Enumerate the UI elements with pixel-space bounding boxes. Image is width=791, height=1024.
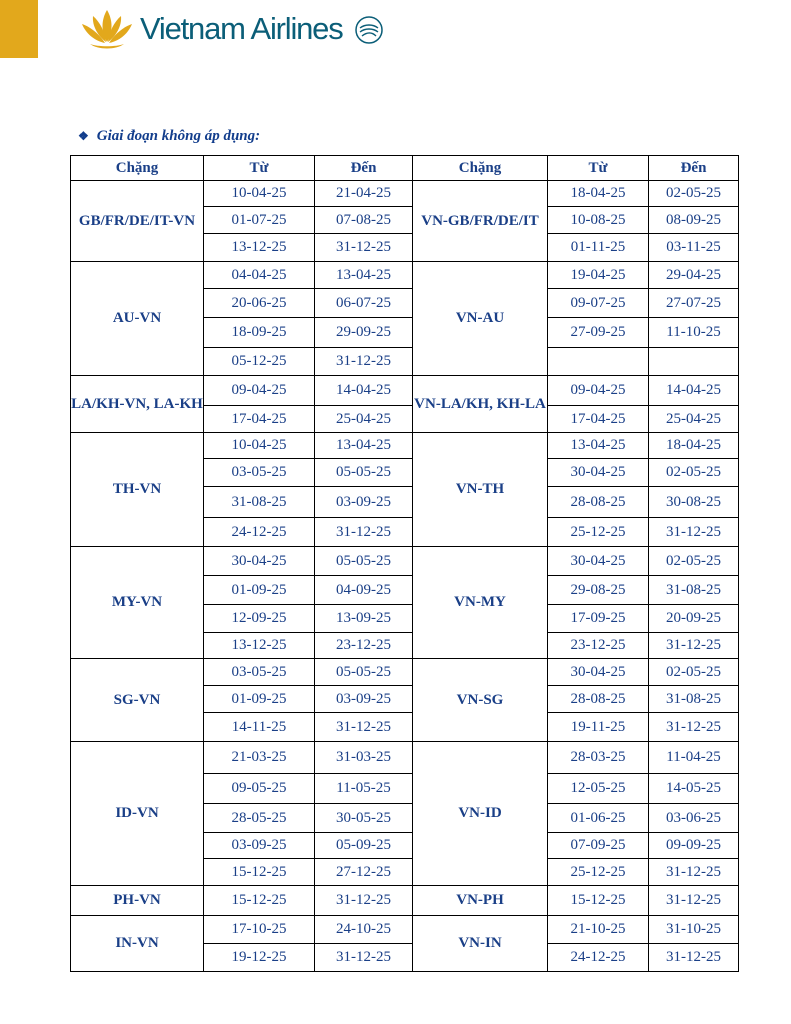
date-from-outbound: 24-12-25 (204, 518, 315, 547)
date-from-inbound: 24-12-25 (548, 944, 649, 972)
date-from-outbound: 13-12-25 (204, 234, 315, 262)
date-from-outbound: 01-07-25 (204, 207, 315, 234)
date-to-inbound: 25-04-25 (649, 406, 739, 433)
route-outbound: IN-VN (71, 916, 204, 972)
blackout-dates-table (70, 155, 739, 972)
date-to-outbound: 03-09-25 (315, 487, 413, 518)
date-to-inbound: 31-12-25 (649, 859, 739, 886)
header-from-inbound: Từ (548, 156, 649, 181)
date-from-inbound: 17-09-25 (548, 605, 649, 633)
date-to-inbound: 31-12-25 (649, 713, 739, 742)
diamond-bullet-icon: ❖ (78, 129, 89, 143)
date-to-outbound: 13-04-25 (315, 433, 413, 459)
header-accent-bar (0, 0, 38, 58)
date-from-outbound: 15-12-25 (204, 859, 315, 886)
table-row (71, 659, 739, 686)
date-from-inbound: 15-12-25 (548, 886, 649, 916)
date-to-inbound: 18-04-25 (649, 433, 739, 459)
date-to-inbound: 31-12-25 (649, 633, 739, 659)
header-route-inbound: Chặng (413, 156, 548, 181)
date-to-outbound: 31-03-25 (315, 742, 413, 774)
table-row (71, 916, 739, 944)
date-from-inbound: 19-04-25 (548, 262, 649, 289)
date-from-inbound: 21-10-25 (548, 916, 649, 944)
date-from-inbound: 28-03-25 (548, 742, 649, 774)
date-to-outbound: 13-04-25 (315, 262, 413, 289)
date-to-inbound: 31-12-25 (649, 944, 739, 972)
date-to-inbound: 31-12-25 (649, 518, 739, 547)
route-outbound: ID-VN (71, 742, 204, 886)
date-to-outbound: 14-04-25 (315, 376, 413, 406)
date-from-outbound: 20-06-25 (204, 289, 315, 318)
brand-name: Vietnam Airlines (140, 11, 343, 46)
route-outbound: TH-VN (71, 433, 204, 547)
date-to-outbound: 29-09-25 (315, 318, 413, 348)
date-to-outbound: 05-05-25 (315, 459, 413, 487)
route-inbound: VN-AU (413, 262, 548, 376)
date-from-inbound: 28-08-25 (548, 686, 649, 713)
header-to-inbound: Đến (649, 156, 739, 181)
date-to-inbound: 20-09-25 (649, 605, 739, 633)
date-to-outbound: 25-04-25 (315, 406, 413, 433)
route-inbound: VN-LA/KH, KH-LA (413, 376, 548, 433)
date-to-inbound: 31-08-25 (649, 686, 739, 713)
date-from-outbound: 17-10-25 (204, 916, 315, 944)
date-from-outbound: 09-04-25 (204, 376, 315, 406)
date-to-outbound: 05-05-25 (315, 547, 413, 576)
route-outbound: SG-VN (71, 659, 204, 742)
table-row (71, 886, 739, 916)
date-to-inbound: 09-09-25 (649, 833, 739, 859)
date-to-outbound: 07-08-25 (315, 207, 413, 234)
date-from-inbound: 01-06-25 (548, 804, 649, 833)
date-to-inbound: 14-05-25 (649, 774, 739, 804)
table-row (71, 742, 739, 774)
route-outbound: LA/KH-VN, LA-KH (71, 376, 204, 433)
date-to-inbound: 11-10-25 (649, 318, 739, 348)
route-inbound: VN-ID (413, 742, 548, 886)
date-to-outbound: 13-09-25 (315, 605, 413, 633)
route-inbound: VN-IN (413, 916, 548, 972)
route-outbound: MY-VN (71, 547, 204, 659)
date-to-outbound: 05-09-25 (315, 833, 413, 859)
date-to-inbound: 29-04-25 (649, 262, 739, 289)
date-from-outbound: 03-05-25 (204, 459, 315, 487)
date-to-outbound: 03-09-25 (315, 686, 413, 713)
date-to-outbound: 23-12-25 (315, 633, 413, 659)
date-from-inbound: 01-11-25 (548, 234, 649, 262)
date-from-outbound: 05-12-25 (204, 348, 315, 376)
date-to-outbound: 31-12-25 (315, 713, 413, 742)
date-to-outbound: 31-12-25 (315, 234, 413, 262)
date-to-inbound: 11-04-25 (649, 742, 739, 774)
date-from-outbound: 14-11-25 (204, 713, 315, 742)
route-inbound: VN-SG (413, 659, 548, 742)
vietnam-airlines-logo (76, 6, 389, 50)
date-from-outbound: 18-09-25 (204, 318, 315, 348)
route-inbound: VN-MY (413, 547, 548, 659)
date-to-inbound: 31-12-25 (649, 886, 739, 916)
header-from-outbound: Từ (204, 156, 315, 181)
date-to-outbound: 31-12-25 (315, 944, 413, 972)
table-row (71, 262, 739, 289)
date-to-inbound: 30-08-25 (649, 487, 739, 518)
date-to-inbound: 27-07-25 (649, 289, 739, 318)
table-body (71, 181, 739, 972)
date-from-inbound: 30-04-25 (548, 459, 649, 487)
date-from-outbound: 17-04-25 (204, 406, 315, 433)
date-to-inbound: 02-05-25 (649, 547, 739, 576)
date-from-inbound: 10-08-25 (548, 207, 649, 234)
date-to-inbound: 14-04-25 (649, 376, 739, 406)
date-to-inbound: 03-06-25 (649, 804, 739, 833)
date-from-inbound: 29-08-25 (548, 576, 649, 605)
date-from-outbound: 10-04-25 (204, 433, 315, 459)
table-row (71, 433, 739, 459)
date-from-outbound: 13-12-25 (204, 633, 315, 659)
date-from-outbound: 21-03-25 (204, 742, 315, 774)
route-inbound: VN-GB/FR/DE/IT (413, 181, 548, 262)
date-to-outbound: 21-04-25 (315, 181, 413, 207)
date-from-inbound: 19-11-25 (548, 713, 649, 742)
date-from-inbound: 25-12-25 (548, 859, 649, 886)
date-from-outbound: 03-09-25 (204, 833, 315, 859)
date-from-outbound: 10-04-25 (204, 181, 315, 207)
date-from-inbound: 07-09-25 (548, 833, 649, 859)
date-from-outbound: 31-08-25 (204, 487, 315, 518)
date-from-outbound: 09-05-25 (204, 774, 315, 804)
date-from-outbound: 04-04-25 (204, 262, 315, 289)
date-to-outbound: 11-05-25 (315, 774, 413, 804)
date-to-inbound: 03-11-25 (649, 234, 739, 262)
date-to-outbound: 31-12-25 (315, 886, 413, 916)
date-to-inbound: 02-05-25 (649, 181, 739, 207)
skyteam-icon (349, 8, 389, 48)
lotus-icon (76, 6, 138, 50)
date-to-outbound: 24-10-25 (315, 916, 413, 944)
date-to-inbound: 02-05-25 (649, 459, 739, 487)
date-from-inbound: 17-04-25 (548, 406, 649, 433)
date-from-outbound: 03-05-25 (204, 659, 315, 686)
date-from-inbound: 13-04-25 (548, 433, 649, 459)
date-to-outbound: 31-12-25 (315, 518, 413, 547)
section-heading (78, 128, 260, 145)
date-from-outbound: 19-12-25 (204, 944, 315, 972)
date-from-inbound: 25-12-25 (548, 518, 649, 547)
date-to-inbound: 08-09-25 (649, 207, 739, 234)
route-outbound: AU-VN (71, 262, 204, 376)
route-inbound: VN-PH (413, 886, 548, 916)
date-from-outbound: 28-05-25 (204, 804, 315, 833)
route-outbound: GB/FR/DE/IT-VN (71, 181, 204, 262)
date-to-outbound: 27-12-25 (315, 859, 413, 886)
date-from-outbound: 12-09-25 (204, 605, 315, 633)
date-from-inbound: 09-07-25 (548, 289, 649, 318)
date-from-outbound: 01-09-25 (204, 686, 315, 713)
date-from-inbound: 27-09-25 (548, 318, 649, 348)
date-to-outbound: 31-12-25 (315, 348, 413, 376)
page-header (0, 0, 791, 58)
date-from-outbound: 30-04-25 (204, 547, 315, 576)
date-from-inbound: 30-04-25 (548, 547, 649, 576)
date-from-outbound: 15-12-25 (204, 886, 315, 916)
date-from-inbound: 30-04-25 (548, 659, 649, 686)
date-from-inbound: 12-05-25 (548, 774, 649, 804)
date-from-outbound: 01-09-25 (204, 576, 315, 605)
date-to-inbound (649, 348, 739, 376)
date-to-outbound: 06-07-25 (315, 289, 413, 318)
header-route-outbound: Chặng (71, 156, 204, 181)
date-to-outbound: 04-09-25 (315, 576, 413, 605)
date-to-outbound: 05-05-25 (315, 659, 413, 686)
table-header-row (71, 156, 739, 181)
table-row (71, 547, 739, 576)
date-to-inbound: 02-05-25 (649, 659, 739, 686)
route-outbound: PH-VN (71, 886, 204, 916)
route-inbound: VN-TH (413, 433, 548, 547)
date-from-inbound: 09-04-25 (548, 376, 649, 406)
date-from-inbound (548, 348, 649, 376)
date-from-inbound: 23-12-25 (548, 633, 649, 659)
date-from-inbound: 28-08-25 (548, 487, 649, 518)
date-to-outbound: 30-05-25 (315, 804, 413, 833)
date-to-inbound: 31-10-25 (649, 916, 739, 944)
date-to-inbound: 31-08-25 (649, 576, 739, 605)
section-title-text: Giai đoạn không áp dụng: (96, 128, 261, 144)
header-to-outbound: Đến (315, 156, 413, 181)
table-row (71, 181, 739, 207)
date-from-inbound: 18-04-25 (548, 181, 649, 207)
table-row (71, 376, 739, 406)
